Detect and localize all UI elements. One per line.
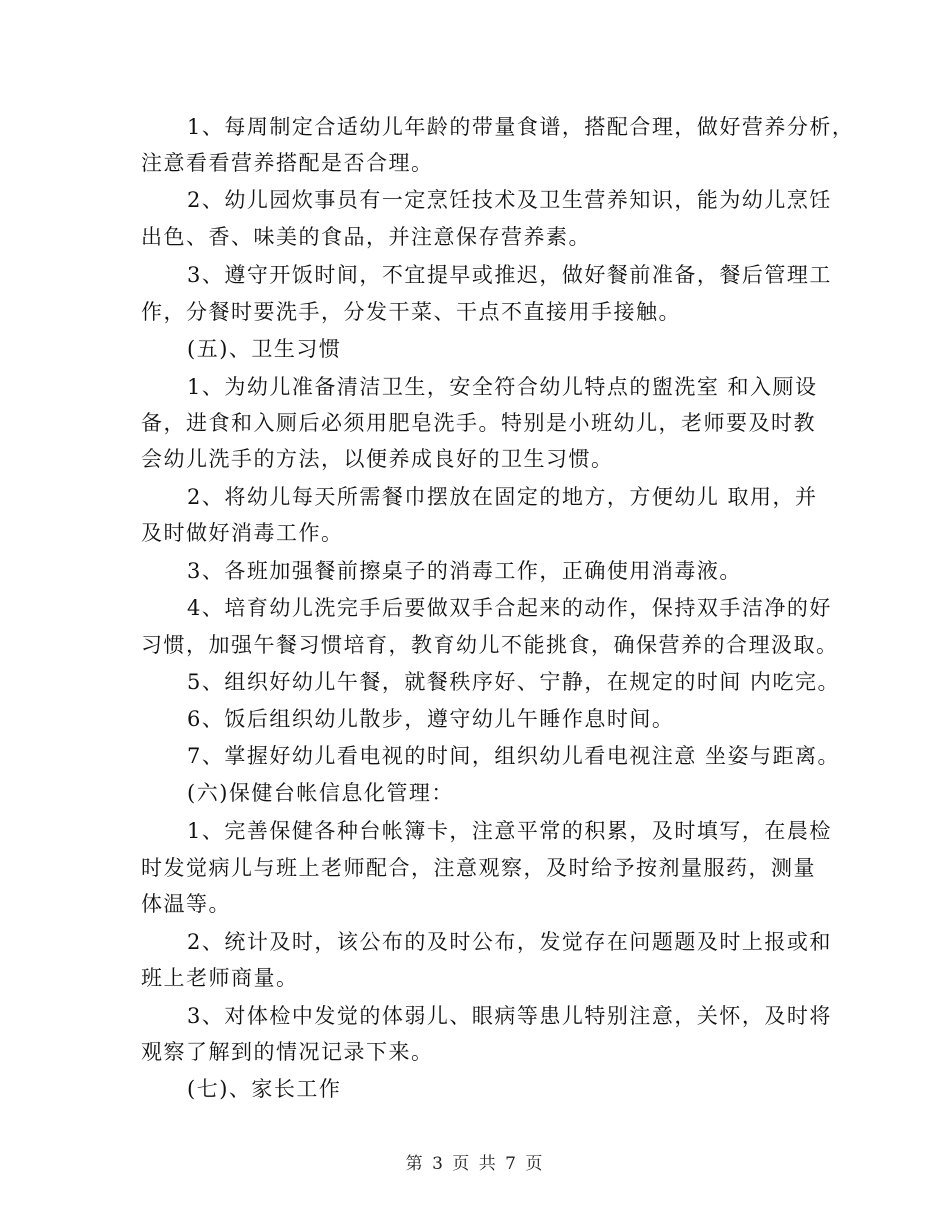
paragraph-line: 1、为幼儿准备清洁卫生，安全符合幼儿特点的盥洗室 和入厕设 bbox=[187, 375, 818, 399]
paragraph-line: 3、对体检中发觉的体弱儿、眼病等患儿特别注意，关怀，及时将 bbox=[187, 1004, 832, 1028]
paragraph-line: 时发觉病儿与班上老师配合，注意观察，及时给予按剂量服药，测量 bbox=[141, 856, 816, 880]
paragraph-line: 3、遵守开饭时间，不宜提早或推迟，做好餐前准备，餐后管理工 bbox=[187, 263, 832, 287]
page-number-footer: 第 3 页 共 7 页 bbox=[405, 1154, 545, 1174]
paragraph-line: 备，进食和入厕后必须用肥皂洗手。特别是小班幼儿，老师要及时教 bbox=[141, 411, 816, 435]
paragraph-line: 体温等。 bbox=[141, 892, 231, 916]
paragraph-line: 习惯，加强午餐习惯培育，教育幼儿不能挑食，确保营养的合理汲取。 bbox=[141, 633, 839, 657]
paragraph-line: 6、饭后组织幼儿散步，遵守幼儿午睡作息时间。 bbox=[187, 707, 675, 731]
paragraph-line: 4、培育幼儿洗完手后要做双手合起来的动作，保持双手洁净的好 bbox=[187, 596, 832, 620]
section-heading: (六)保健台帐信息化管理： bbox=[187, 781, 454, 805]
paragraph-line: 3、各班加强餐前擦桌子的消毒工作，正确使用消毒液。 bbox=[187, 559, 742, 583]
paragraph-line: 及时做好消毒工作。 bbox=[141, 521, 344, 545]
paragraph-line: 2、将幼儿每天所需餐巾摆放在固定的地方，方便幼儿 取用，并 bbox=[187, 485, 818, 509]
paragraph-line: 班上老师商量。 bbox=[141, 966, 299, 990]
section-heading: (五)、卫生习惯 bbox=[187, 337, 342, 361]
paragraph-line: 1、每周制定合适幼儿年龄的带量食谱，搭配合理，做好营养分析， bbox=[187, 115, 855, 139]
paragraph-line: 2、幼儿园炊事员有一定烹饪技术及卫生营养知识，能为幼儿烹饪 bbox=[187, 188, 832, 212]
paragraph-line: 作，分餐时要洗手，分发干菜、干点不直接用手接触。 bbox=[141, 300, 681, 324]
section-heading: (七)、家长工作 bbox=[187, 1077, 342, 1101]
paragraph-line: 1、完善保健各种台帐簿卡，注意平常的积累，及时填写，在晨检 bbox=[187, 819, 832, 843]
paragraph-line: 注意看看营养搭配是否合理。 bbox=[141, 151, 434, 175]
paragraph-line: 出色、香、味美的食品，并注意保存营养素。 bbox=[141, 225, 591, 249]
paragraph-line: 7、掌握好幼儿看电视的时间，组织幼儿看电视注意 坐姿与距离。 bbox=[187, 744, 841, 768]
paragraph-line: 会幼儿洗手的方法，以便养成良好的卫生习惯。 bbox=[141, 447, 614, 471]
paragraph-line: 观察了解到的情况记录下来。 bbox=[141, 1040, 434, 1064]
paragraph-line: 2、统计及时，该公布的及时公布，发觉存在问题题及时上报或和 bbox=[187, 930, 832, 954]
paragraph-line: 5、组织好幼儿午餐，就餐秩序好、宁静，在规定的时间 内吃完。 bbox=[187, 670, 841, 694]
